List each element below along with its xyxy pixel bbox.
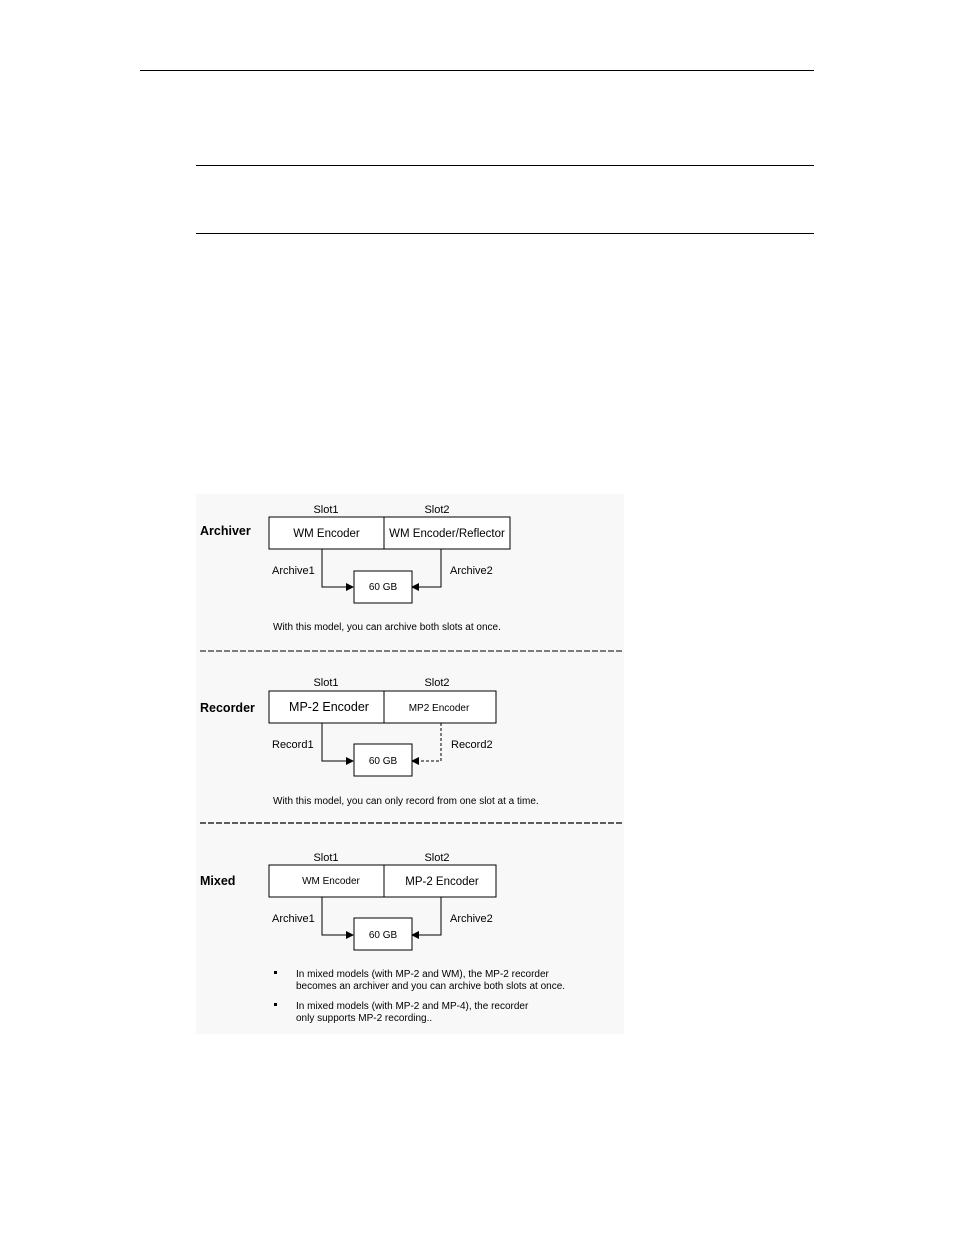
- panel-label: Archiver: [200, 524, 251, 538]
- note-2-line-2: only supports MP-2 recording..: [296, 1013, 433, 1024]
- slot2-box-text: MP2 Encoder: [408, 703, 470, 714]
- bullet: [274, 1003, 277, 1006]
- note-2-line-1: In mixed models (with MP-2 and MP-4), the recorder: [296, 1001, 529, 1012]
- right-arrow: [412, 549, 441, 587]
- slot1-box-text: WM Encoder: [302, 876, 360, 887]
- caption: With this model, you can only record from one slot at a time.: [273, 796, 539, 807]
- header-rule: [140, 70, 814, 71]
- left-link-label: Record1: [272, 739, 314, 751]
- right-arrow: [412, 897, 441, 935]
- right-link-label: Archive2: [450, 565, 493, 577]
- note-1-line-2: becomes an archiver and you can archive both slots at once.: [296, 981, 566, 992]
- right-link-label: Record2: [451, 739, 493, 751]
- archiver-panel: [200, 504, 510, 633]
- left-link-label: Archive1: [272, 913, 315, 925]
- slot2-label: Slot2: [424, 852, 450, 864]
- storage-text: 60 GB: [368, 582, 398, 593]
- left-arrow: [322, 549, 353, 587]
- slot2-box-text: WM Encoder/Reflector: [389, 528, 505, 540]
- note-rule-top: [196, 165, 814, 166]
- panel-label: Recorder: [200, 701, 255, 715]
- diagram-canvas: [196, 494, 624, 1034]
- note-1-line-1: In mixed models (with MP-2 and WM), the MP-2 recorder: [296, 969, 549, 980]
- mixed-panel: [200, 852, 565, 1024]
- slot1-label: Slot1: [313, 852, 339, 864]
- right-link-label: Archive2: [450, 913, 493, 925]
- encoder-slot-diagram: [196, 494, 624, 1034]
- slot2-box-text: MP-2 Encoder: [405, 876, 479, 888]
- slot2-label: Slot2: [424, 677, 450, 689]
- slot1-box-text: WM Encoder: [293, 528, 360, 540]
- left-link-label: Archive1: [272, 565, 315, 577]
- slot2-label: Slot2: [424, 504, 450, 516]
- left-arrow: [322, 897, 353, 935]
- slot1-label: Slot1: [313, 504, 339, 516]
- storage-text: 60 GB: [368, 756, 398, 767]
- storage-text: 60 GB: [368, 930, 398, 941]
- note-rule-bottom: [196, 233, 814, 234]
- recorder-panel: [200, 677, 539, 807]
- left-arrow: [322, 723, 353, 761]
- slot1-label: Slot1: [313, 677, 339, 689]
- bullet: [274, 971, 277, 974]
- slot1-box-text: MP-2 Encoder: [289, 700, 369, 714]
- panel-label: Mixed: [200, 874, 236, 888]
- right-arrow-dashed: [412, 723, 441, 761]
- caption: With this model, you can archive both slots at once.: [273, 622, 501, 633]
